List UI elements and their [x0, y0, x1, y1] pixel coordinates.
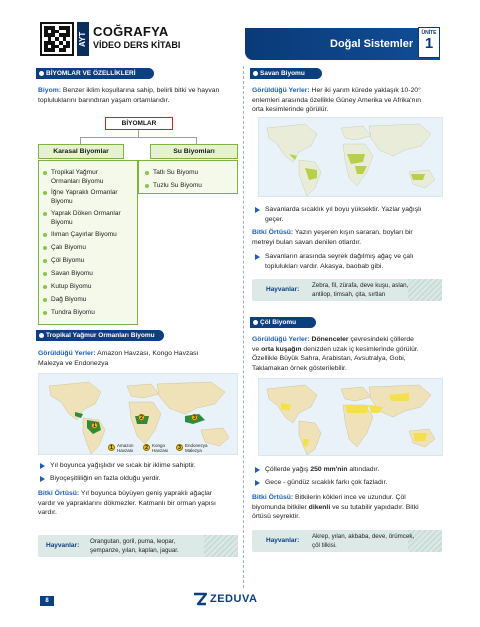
map-marker-2: 2 [138, 414, 145, 421]
book-title: COĞRAFYA [93, 24, 169, 39]
list-item: Çalı Biyomu [51, 244, 87, 251]
bullet-dot [43, 259, 47, 263]
list-item: Kutup Biyomu [51, 283, 92, 290]
list-item: Tundra Biyomu [51, 309, 95, 316]
page-number: 8 [40, 596, 54, 606]
rainforest-fact-1: Yıl boyunca yağışlıdır ve sıcak bir iklime sahiptir. [50, 462, 196, 469]
section-banner-desert: Çöl Biyomu [250, 317, 316, 328]
desert-world-map [258, 378, 443, 456]
list-item: Çöl Biyomu [51, 257, 85, 264]
bullet-dot [43, 233, 47, 237]
map-marker-1: 1 [91, 422, 98, 429]
list-item: Tatlı Su Biyomu [153, 169, 199, 176]
list-item: Savan Biyomu [51, 270, 93, 277]
definition-text-1: Benzer iklim koşullarına sahip, belirli bitki ve hayvan [61, 87, 220, 94]
animals-text-2: çöl tilkisi. [312, 542, 337, 549]
bullet-dot [43, 272, 47, 276]
zeduva-logo-icon [193, 592, 207, 606]
animals-text-1: Orangutan, goril, puma, leopar, [90, 538, 176, 545]
plant-text-2: metreyi bulan savan denilen otlardır. [252, 238, 362, 246]
seen-text-3: orta kesimlerinde görülür. [252, 106, 329, 113]
savanna-animals-box [252, 279, 442, 301]
plant-text-3: vardır. [38, 509, 57, 516]
animals-text-1: Zebra, fil, zürafa, deve kuşu, aslan, [312, 282, 409, 289]
arrow-bullet-icon [40, 463, 45, 469]
bullet-dot [145, 171, 149, 175]
list-item: Dağ Biyomu [51, 296, 87, 303]
plant-text-2: vardır ve yapraklarını dökmezler. Katmanlı bir orman yapısı [38, 499, 216, 507]
rainforest-locations [38, 349, 238, 368]
list-item: Biyomu [51, 219, 73, 226]
seen-text-2: enlemleri arasında özellikle Güney Amerika ve Afrika'nın [252, 96, 422, 104]
bullet-dot [43, 285, 47, 289]
list-item: Yaprak Döken Ormanlar [51, 210, 121, 217]
unit-label: ÜNİTE [421, 30, 437, 36]
animals-text-2: antilop, timsah, çita, sırtlan [312, 291, 386, 298]
diagram-connector [138, 130, 139, 137]
seen-label: Görüldüğü Yerler: [38, 350, 96, 357]
world-map-graphic [259, 118, 444, 198]
land-biomes-heading: Karasal Biyomlar [38, 144, 124, 159]
section-banner-biomes: BİYOMLAR VE ÖZELLİKLERİ [36, 68, 154, 79]
list-item: İğne Yapraklı Ormanlar [51, 189, 118, 196]
map-marker-3: 3 [191, 414, 198, 421]
bullet-dot [43, 298, 47, 302]
animals-text-1: Akrep, yılan, akbaba, deve, örümcek, [312, 533, 415, 540]
plant-text-1: Yıl boyunca büyüyen geniş yapraklı ağaçlar [79, 490, 213, 497]
list-item: Biyomu [51, 198, 73, 205]
legend-label-2: Kongo Havzası [152, 443, 169, 453]
list-item: Tropikal Yağmur [51, 169, 98, 176]
ayt-tag: AYT [77, 22, 89, 56]
animals-label: Hayvanlar: [266, 537, 300, 544]
chapter-title: Doğal Sistemler [330, 38, 414, 50]
bullet-dot [43, 212, 47, 216]
arrow-bullet-icon [255, 480, 260, 486]
arrow-bullet-icon [40, 476, 45, 482]
legend-marker-1: 1 [108, 444, 115, 451]
bullet-dot [43, 311, 47, 315]
bullet-dot [43, 171, 47, 175]
desert-vegetation: Bitki Örtüsü: Bitkilerin kökleri ince ve uzundur. Çöl biyomunda bitkiler dikenli ve su tutabilir yapıdadır. Bitki örtüsü seyrektir. [252, 494, 419, 520]
diagram-connector [196, 137, 197, 144]
seen-text-2: Malezya ve Endonezya [38, 359, 109, 367]
list-item: Ilıman Çayırlar Biyomu [51, 231, 117, 238]
arrow-bullet-icon [255, 467, 260, 473]
rainforest-world-map [38, 373, 238, 455]
arrow-bullet-icon [255, 254, 260, 260]
desert-fact-1: Çöllerde yağış 250 mm'nin altındadır. [265, 466, 380, 473]
legend-label-3: Endonezya Malezya [185, 443, 208, 453]
animals-label: Hayvanlar: [46, 542, 80, 549]
arrow-bullet-icon [255, 207, 260, 213]
animals-label: Hayvanlar: [266, 286, 300, 293]
seen-label: Görüldüğü Yerler: [252, 87, 310, 94]
list-item: Tuzlu Su Biyomu [153, 182, 202, 189]
water-biomes-list [138, 160, 238, 194]
section-banner-rainforest: Tropikal Yağmur Ormanları Biyomu [36, 330, 164, 341]
savanna-locations [252, 86, 447, 115]
savanna-vegetation [252, 228, 447, 247]
plant-label: Bitki Örtüsü: [252, 229, 294, 236]
bullet-dot [145, 184, 149, 188]
world-map-graphic [259, 379, 444, 457]
bullet-dot [43, 246, 47, 250]
legend-marker-3: 3 [176, 444, 183, 451]
section-banner-savanna: Savan Biyomu [250, 68, 322, 79]
rainforest-animals-box [38, 535, 238, 557]
seen-text-1: Her iki yarım kürede yaklaşık 10-20° [309, 87, 421, 94]
biome-definition [38, 86, 238, 105]
diagram-connector [80, 137, 196, 138]
savanna-fact-2: Savanların arasında seyrek dağılmış ağaç ve çalı toplulukları vardır. Akasya, baobab gibi. [265, 253, 414, 270]
rainforest-vegetation [38, 489, 243, 518]
definition-term: Biyom: [38, 87, 62, 94]
unit-number: 1 [424, 35, 434, 52]
decor-stripes [408, 279, 442, 301]
diagram-root: BİYOMLAR [105, 117, 173, 130]
diagram-connector [80, 137, 81, 144]
land-biomes-list [38, 160, 138, 325]
legend-marker-2: 2 [143, 444, 150, 451]
book-subtitle: VİDEO DERS KİTABI [93, 40, 181, 50]
unit-badge [418, 27, 440, 58]
savanna-world-map [258, 117, 443, 197]
seen-text-1: Amazon Havzası, Kongo Havzası [95, 350, 199, 357]
list-item: Ormanları Biyomu [51, 178, 104, 185]
definition-text-2: topluluklarını barındıran yaşam ortamlarıdır. [38, 96, 170, 104]
column-divider [243, 66, 244, 588]
desert-fact-2: Gece - gündüz sıcaklık farkı çok fazladır. [265, 479, 388, 486]
plant-text-1: Yazın yeşeren kışın sararan, boyları bir [293, 229, 413, 236]
rainforest-fact-2: Biyoçeşitliliğin en fazla olduğu yerdir. [50, 475, 161, 482]
publisher-logo: ZEDUVA [210, 593, 258, 605]
desert-animals-box [252, 530, 442, 552]
water-biomes-heading: Su Biyomları [150, 144, 238, 159]
desert-locations: Görüldüğü Yerler: Dönenceler çevresindeki çöllerde ve orta kuşağın denizden uzak iç kesimlerinde görülür. Özellikle Büyük Sahra, Arabistan, Avsutralya, Gobi, Taklamakan örnek gösterilebilir. [252, 336, 419, 372]
qr-code-icon[interactable] [40, 22, 74, 56]
plant-label: Bitki Örtüsü: [38, 490, 80, 497]
animals-text-2: şempanze, yılan, kaplan, jaguar. [90, 547, 179, 554]
bullet-dot [43, 191, 47, 195]
savanna-fact-1: Savanlarda sıcaklık yıl boyu yüksektir. Yazlar yağışlı geçer. [265, 206, 422, 223]
decor-stripes [204, 535, 238, 557]
legend-label-1: Amazon Havzası [117, 443, 134, 453]
